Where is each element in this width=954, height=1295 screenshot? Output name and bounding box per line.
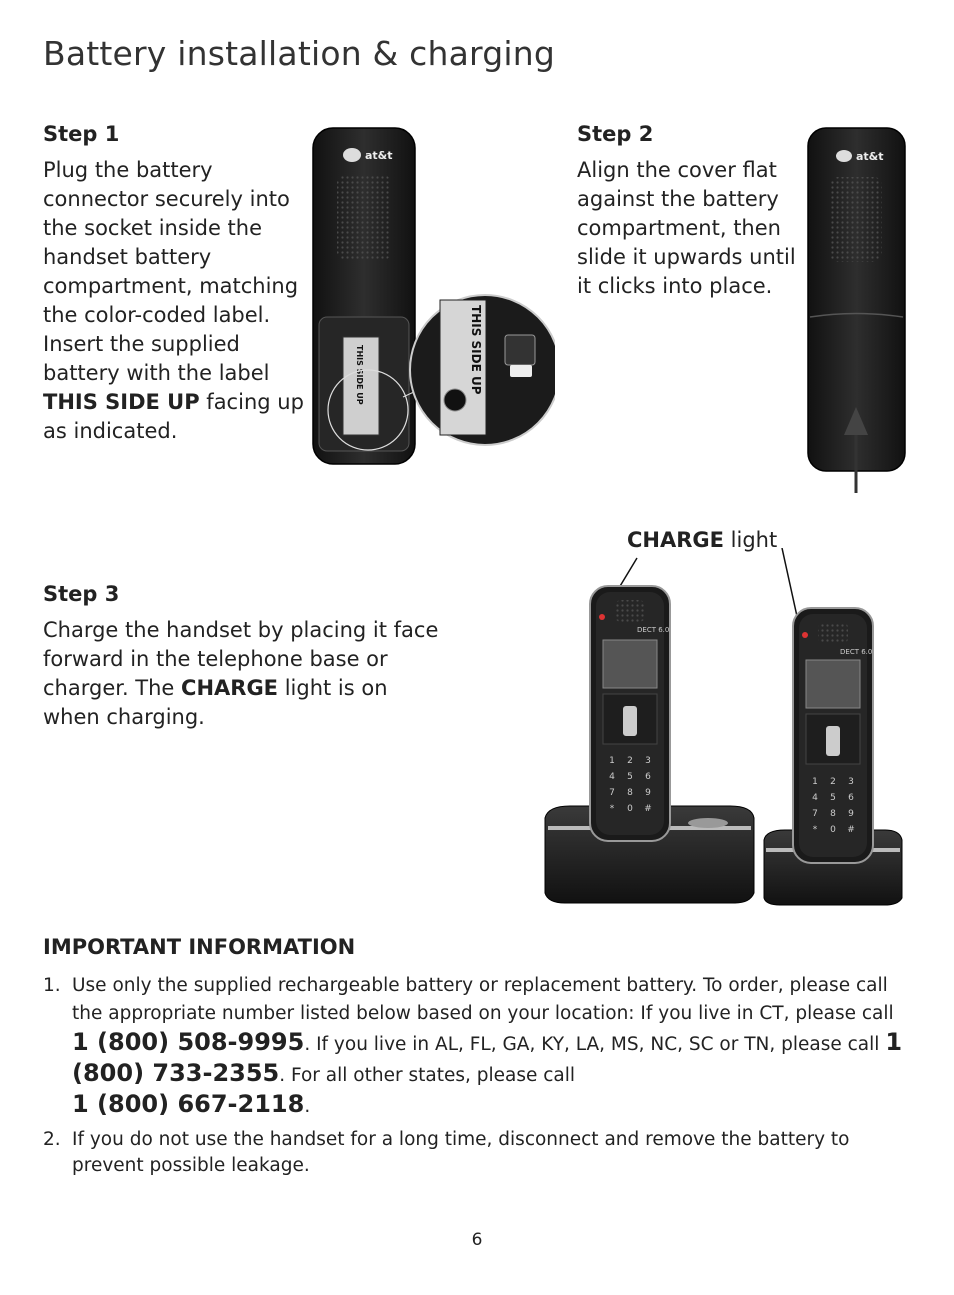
battery-label-small: THIS SIDE UP bbox=[355, 345, 364, 405]
item1-text-3: . For all other states, please call bbox=[279, 1065, 576, 1086]
key-8: 8 bbox=[627, 788, 633, 798]
key-hash: # bbox=[644, 804, 652, 814]
item1-text-4: . bbox=[304, 1096, 311, 1117]
important-info-heading: IMPORTANT INFORMATION bbox=[43, 935, 356, 959]
item-number: 1. bbox=[43, 975, 61, 996]
handset-back-open-illustration bbox=[305, 125, 555, 470]
step2-text: Align the cover flat against the battery compartment, then slide it upwards until it clicks into place. bbox=[577, 158, 796, 298]
key-star: * bbox=[609, 804, 615, 814]
charge-led-icon bbox=[599, 614, 605, 620]
key-5: 5 bbox=[627, 772, 633, 782]
key-0: 0 bbox=[830, 825, 836, 835]
charge-callout-bold: CHARGE bbox=[627, 528, 724, 552]
key-4: 4 bbox=[812, 793, 818, 803]
model-label: DECT 6.0 bbox=[637, 626, 670, 634]
brand-label: at&t bbox=[365, 149, 393, 162]
step2-heading: Step 2 bbox=[577, 122, 654, 146]
step3-section bbox=[43, 582, 443, 732]
key-6: 6 bbox=[645, 772, 651, 782]
step3-text bbox=[43, 616, 443, 732]
battery-label-zoom: THIS SIDE UP bbox=[469, 305, 483, 395]
key-0: 0 bbox=[627, 804, 633, 814]
step1-text-bold: THIS SIDE UP bbox=[43, 390, 200, 414]
step1-text bbox=[43, 156, 305, 446]
brand-label: at&t bbox=[856, 150, 884, 163]
phone-number-ct: 1 (800) 508-9995 bbox=[72, 1028, 305, 1056]
step3-text-end: light is on when charging. bbox=[43, 676, 388, 729]
step1-heading: Step 1 bbox=[43, 122, 120, 146]
att-logo-icon bbox=[343, 148, 361, 162]
step3-text-bold: CHARGE bbox=[181, 676, 279, 700]
key-2: 2 bbox=[830, 777, 836, 787]
key-4: 4 bbox=[609, 772, 615, 782]
att-logo-icon bbox=[836, 150, 852, 162]
page-number: 6 bbox=[471, 1230, 483, 1250]
item1-text-1: Use only the supplied rechargeable battery or replacement battery. To order, please call the appropriate number listed below based on your location: If you live in CT, please call bbox=[72, 975, 894, 1024]
important-info-list bbox=[43, 972, 903, 1185]
step3-text-start: Charge the handset by placing it face forward in the telephone base or charger. The bbox=[43, 618, 439, 700]
handsets-in-chargers-illustration bbox=[540, 548, 910, 908]
step2-section bbox=[577, 122, 807, 301]
phone-number-other: 1 (800) 667-2118 bbox=[72, 1090, 305, 1118]
key-1: 1 bbox=[812, 777, 818, 787]
key-1: 1 bbox=[609, 756, 615, 766]
key-star: * bbox=[812, 825, 818, 835]
item1-text-2: . If you live in AL, FL, GA, KY, LA, MS, NC, SC or TN, please call bbox=[304, 1034, 886, 1055]
charge-led-icon bbox=[802, 632, 808, 638]
item-number: 2. bbox=[43, 1129, 61, 1150]
page-title: Battery installation & charging bbox=[43, 34, 555, 73]
key-9: 9 bbox=[645, 788, 651, 798]
key-9: 9 bbox=[848, 809, 854, 819]
key-5: 5 bbox=[830, 793, 836, 803]
step1-text-start: Plug the battery connector securely into the socket inside the handset battery compartment, matching the color-coded label. Insert the supplied battery with the label bbox=[43, 158, 299, 385]
important-info-item bbox=[43, 1127, 903, 1179]
key-3: 3 bbox=[645, 756, 651, 766]
key-2: 2 bbox=[627, 756, 633, 766]
step1-text-end: facing up as indicated. bbox=[43, 390, 304, 443]
key-3: 3 bbox=[848, 777, 854, 787]
handset-back-cover-illustration bbox=[800, 125, 912, 495]
charge-callout-rest: light bbox=[724, 528, 778, 552]
important-info-item bbox=[43, 972, 903, 1121]
step1-section bbox=[43, 122, 305, 446]
model-label: DECT 6.0 bbox=[840, 648, 873, 656]
key-6: 6 bbox=[848, 793, 854, 803]
item2-text: If you do not use the handset for a long time, disconnect and remove the battery to prevent possible leakage. bbox=[72, 1129, 850, 1176]
key-hash: # bbox=[847, 825, 855, 835]
step3-heading: Step 3 bbox=[43, 582, 120, 606]
phone-number-south: 1 (800) 733-2355 bbox=[72, 1028, 903, 1087]
key-7: 7 bbox=[812, 809, 818, 819]
key-8: 8 bbox=[830, 809, 836, 819]
key-7: 7 bbox=[609, 788, 615, 798]
